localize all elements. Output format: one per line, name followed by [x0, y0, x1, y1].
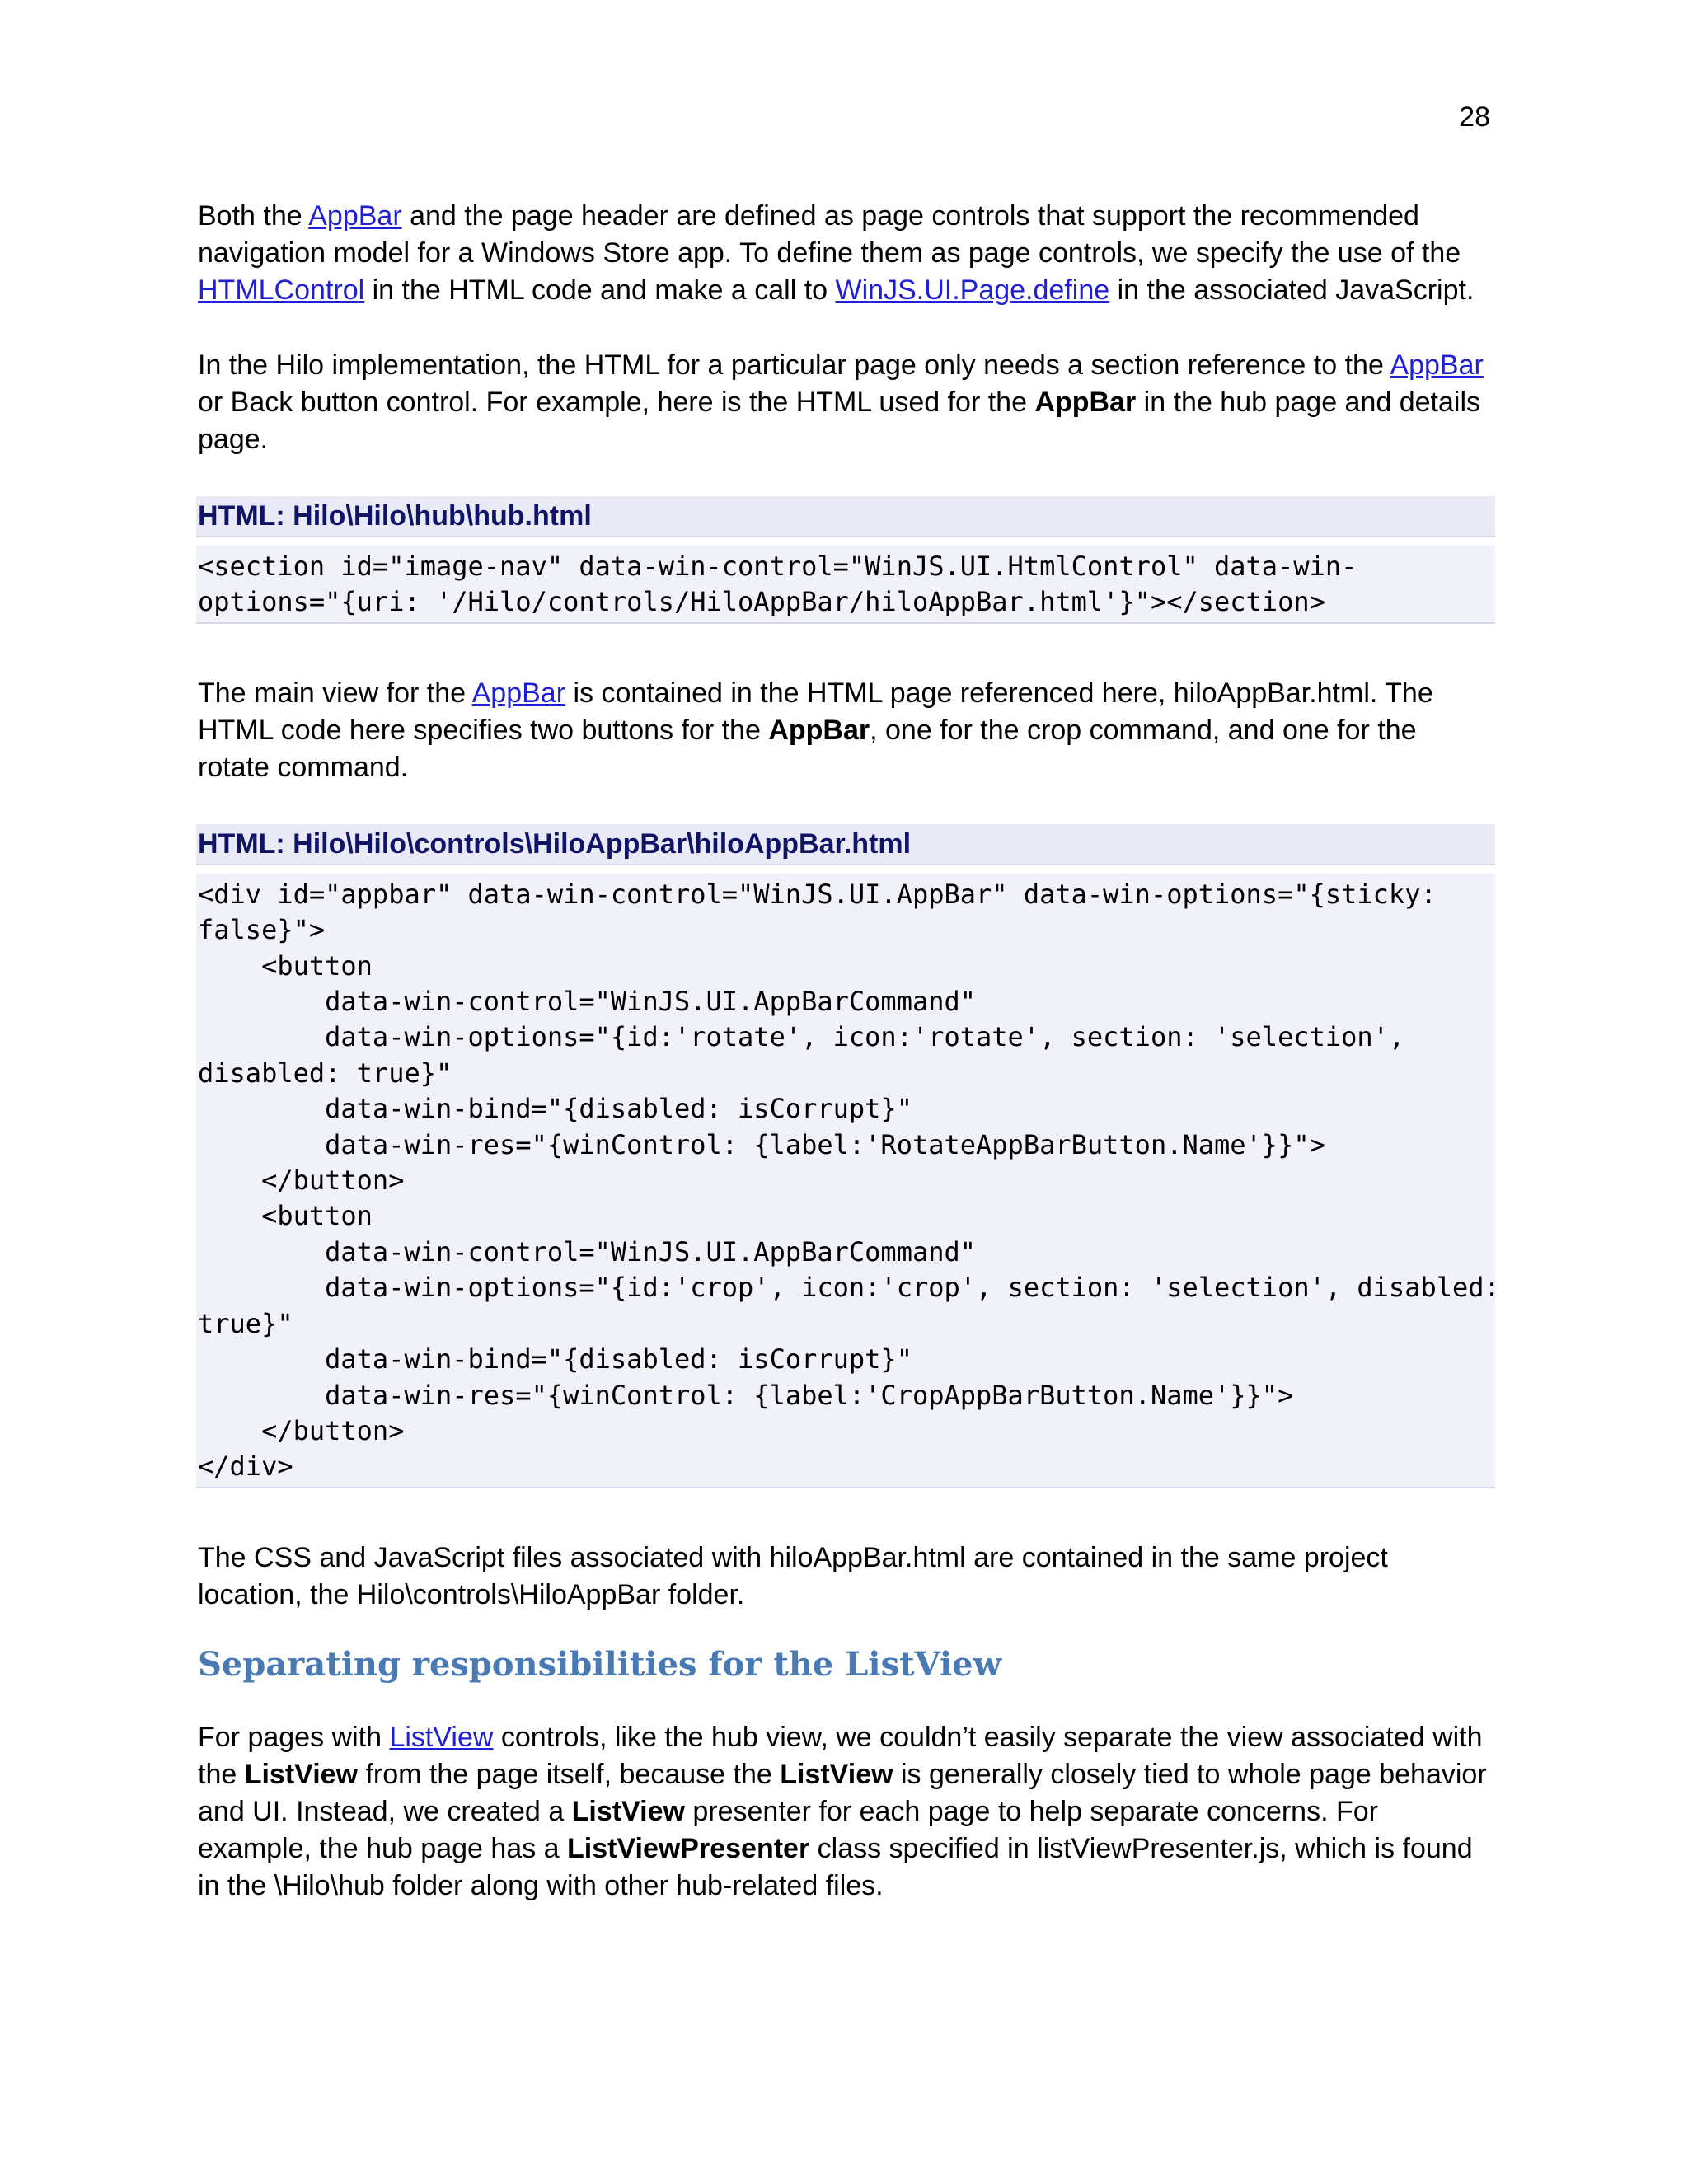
appbar-link[interactable]: AppBar	[1390, 349, 1484, 381]
appbar-link[interactable]: AppBar	[308, 200, 402, 232]
appbar-link[interactable]: AppBar	[471, 677, 566, 709]
code-block-hiloappbar: <div id="appbar" data-win-control="WinJS.UI.AppBar" data-win-options="{sticky: false}"> <button data-win-control="WinJS.UI.AppBarCommand" data-win-options="{id:'rotate', icon:'rotate', section: 'selection', disabled: true}" data-win-bind="{disabled: isCorrupt}" data-win-res="{winControl: {label:'RotateAppBarButton.Name'}}"> </button> <button data-win-control="WinJS.UI.AppBarCommand" data-win-options="{id:'crop', icon:'crop', section: 'selection', disabled: true}" data-win-bind="{disabled: isCorrupt}" data-win-res="{winControl: {label:'CropAppBarButton.Name'}}"> </button> </div>	[196, 874, 1495, 1488]
paragraph-css-js-files: The CSS and JavaScript files associated with hiloAppBar.html are contained in the same project location, the Hilo\controls\HiloAppBar folder.	[198, 1541, 1388, 1610]
section-heading-listview: Separating responsibilities for the ListView	[198, 1644, 1002, 1684]
code-caption-hiloappbar: HTML: Hilo\Hilo\controls\HiloAppBar\hiloAppBar.html	[196, 824, 1495, 865]
page-define-link[interactable]: WinJS.UI.Page.define	[835, 274, 1110, 306]
page-number: 28	[1459, 101, 1490, 133]
paragraph-appbar-intro: Both the AppBar and the page header are defined as page controls that support the recommended navigation model for a Windows Store app. To define them as page controls, we specify the use of the HTMLControl in the HTML code and make a call to WinJS.UI.Page.define in the associated JavaScript.	[198, 200, 1475, 306]
document-body	[198, 198, 1500, 1905]
paragraph-appbar-main-view: The main view for the AppBar is contained in the HTML page referenced here, hiloAppBar.html. The HTML code here specifies two buttons for the AppBar, one for the crop command, and one for the rotate command.	[198, 677, 1433, 783]
htmlcontrol-link[interactable]: HTMLControl	[198, 274, 365, 306]
paragraph-hilo-implementation: In the Hilo implementation, the HTML for a particular page only needs a section reference to the AppBar or Back button control. For example, here is the HTML used for the AppBar in the hub page and details page.	[198, 349, 1484, 455]
paragraph-listview-presenter: For pages with ListView controls, like the hub view, we couldn’t easily separate the view associated with the ListView from the page itself, because the ListView is generally closely tied to whole page behavior and UI. Instead, we created a ListView presenter for each page to help separate concerns. For example, the hub page has a ListViewPresenter class specified in listViewPresenter.js, which is found in the \Hilo\hub folder along with other hub-related files.	[198, 1721, 1487, 1901]
listview-link[interactable]: ListView	[389, 1721, 494, 1753]
code-caption-hub: HTML: Hilo\Hilo\hub\hub.html	[196, 496, 1495, 537]
code-block-hub: <section id="image-nav" data-win-control="WinJS.UI.HtmlControl" data-win- options="{uri: '/Hilo/controls/HiloAppBar/hiloAppBar.html'}"></section>	[196, 546, 1495, 624]
